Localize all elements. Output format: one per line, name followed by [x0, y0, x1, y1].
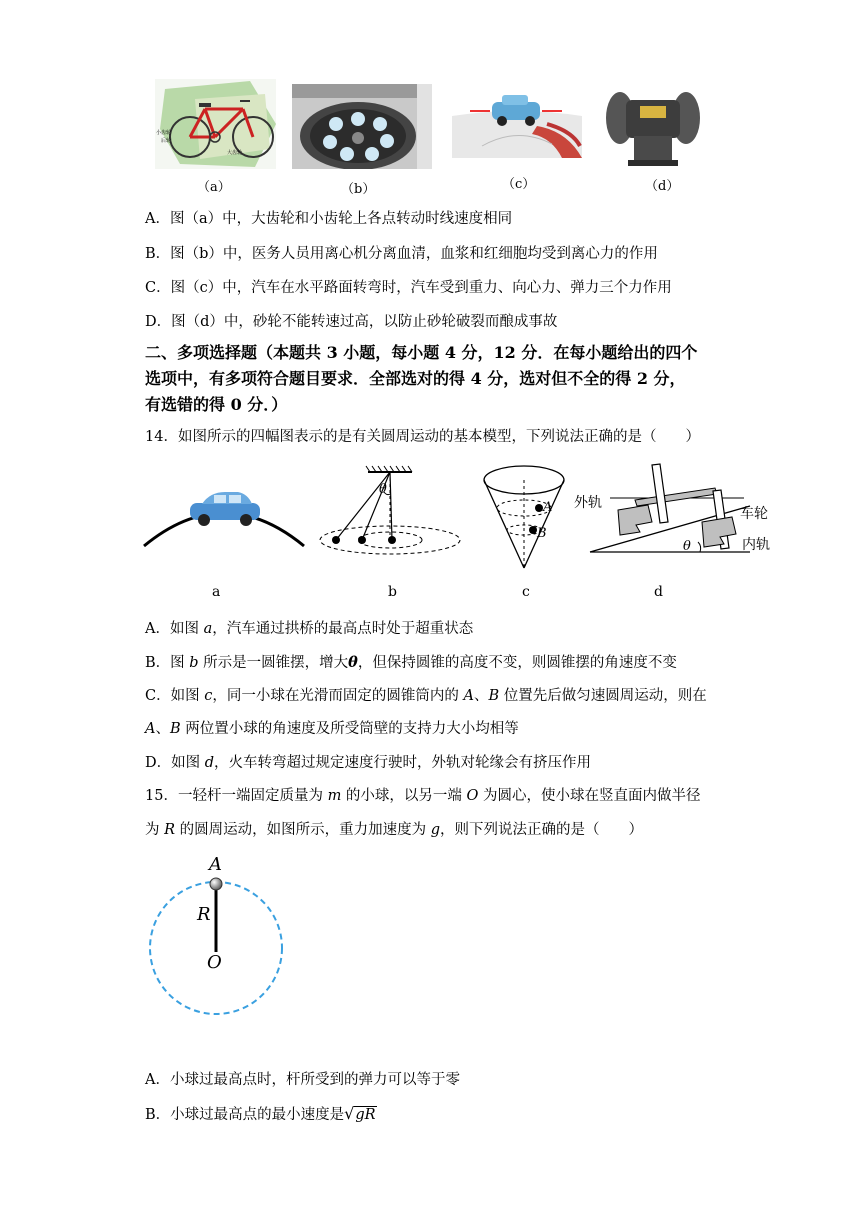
q13-option-a: A．图（a）中，大齿轮和小齿轮上各点转动时线速度相同 [145, 211, 513, 227]
q14-option-d: D．如图 d，火车转弯超过规定速度行驶时，外轨对轮缘会有挤压作用 [145, 755, 592, 771]
caption-d: （d） [645, 179, 680, 194]
q15-circle-figure [140, 860, 300, 1020]
bike-label-rear-wheel: 后轮 [161, 138, 172, 144]
section2-heading-line3: 有选错的得 0 分．） [145, 395, 288, 414]
q15-label-o: O [207, 952, 222, 973]
bike-label-big-gear: 大齿轮 [227, 150, 243, 156]
q15-stem-line2: 为 R 的圆周运动，如图所示，重力加速度为 g，则下列说法正确的是（ ） [145, 822, 644, 838]
grinder-figure [604, 80, 702, 170]
fig-c-point-b: B [537, 526, 547, 541]
fig-d-inner-rail: 内轨 [742, 537, 770, 553]
q15-option-b: B．小球过最高点的最小速度是√gR [145, 1104, 376, 1123]
fig-label-a: a [212, 584, 221, 600]
fig-d-outer-rail: 外轨 [574, 495, 602, 511]
caption-a: （a） [197, 180, 231, 195]
section2-heading-line1: 二、多项选择题（本题共 3 小题，每小题 4 分，12 分．在每小题给出的四个 [145, 343, 698, 362]
bike-label-small-gear: 小齿轮 [156, 130, 172, 136]
q13-option-b: B．图（b）中，医务人员用离心机分离血清，血浆和红细胞均受到离心力的作用 [145, 246, 658, 262]
caption-b: （b） [341, 182, 376, 197]
q14-option-c-line1: C．如图 c，同一小球在光滑而固定的圆锥筒内的 A、B 位置先后做匀速圆周运动，则在 [145, 688, 707, 704]
q13-option-d: D．图（d）中，砂轮不能转速过高，以防止砂轮破裂而酿成事故 [145, 314, 558, 330]
sqrt-radicand: gR [355, 1107, 376, 1123]
centrifuge-figure [292, 84, 432, 169]
q15-option-a: A．小球过最高点时，杆所受到的弹力可以等于零 [145, 1072, 460, 1088]
q14-option-c-line2: A、B 两位置小球的角速度及所受筒壁的支持力大小均相等 [145, 721, 519, 737]
section2-heading-line2: 选项中，有多项符合题目要求．全部选对的得 4 分，选对但不全的得 2 分， [145, 369, 686, 388]
q14-option-a: A．如图 a，汽车通过拱桥的最高点时处于超重状态 [145, 621, 474, 637]
fig-c-point-a: A [543, 500, 553, 515]
fig-label-d: d [654, 584, 663, 600]
fig-b-theta: θ [379, 482, 387, 497]
q15-label-a: A [209, 854, 222, 875]
bicycle-figure [155, 79, 276, 169]
fig-label-b: b [388, 584, 397, 600]
q14-option-b: B．图 b 所示是一圆锥摆，增大θ，但保持圆锥的高度不变，则圆锥摆的角速度不变 [145, 654, 677, 671]
fig-d-theta: θ [683, 539, 691, 554]
q14-stem: 14．如图所示的四幅图表示的是有关圆周运动的基本模型，下列说法正确的是（ ） [145, 429, 700, 445]
sqrt-symbol: √ [344, 1104, 355, 1123]
q13-option-c: C．图（c）中，汽车在水平路面转弯时，汽车受到重力、向心力、弹力三个力作用 [145, 280, 672, 296]
q15-stem-line1: 15．一轻杆一端固定质量为 m 的小球，以另一端 O 为圆心，使小球在竖直面内做半径 [145, 788, 701, 804]
q14-figures [140, 460, 790, 570]
fig-label-c: c [522, 584, 530, 600]
car-turning-figure [452, 86, 582, 158]
caption-c: （c） [502, 177, 536, 192]
fig-d-wheel: 车轮 [740, 506, 768, 522]
q15-label-r: R [197, 904, 211, 925]
